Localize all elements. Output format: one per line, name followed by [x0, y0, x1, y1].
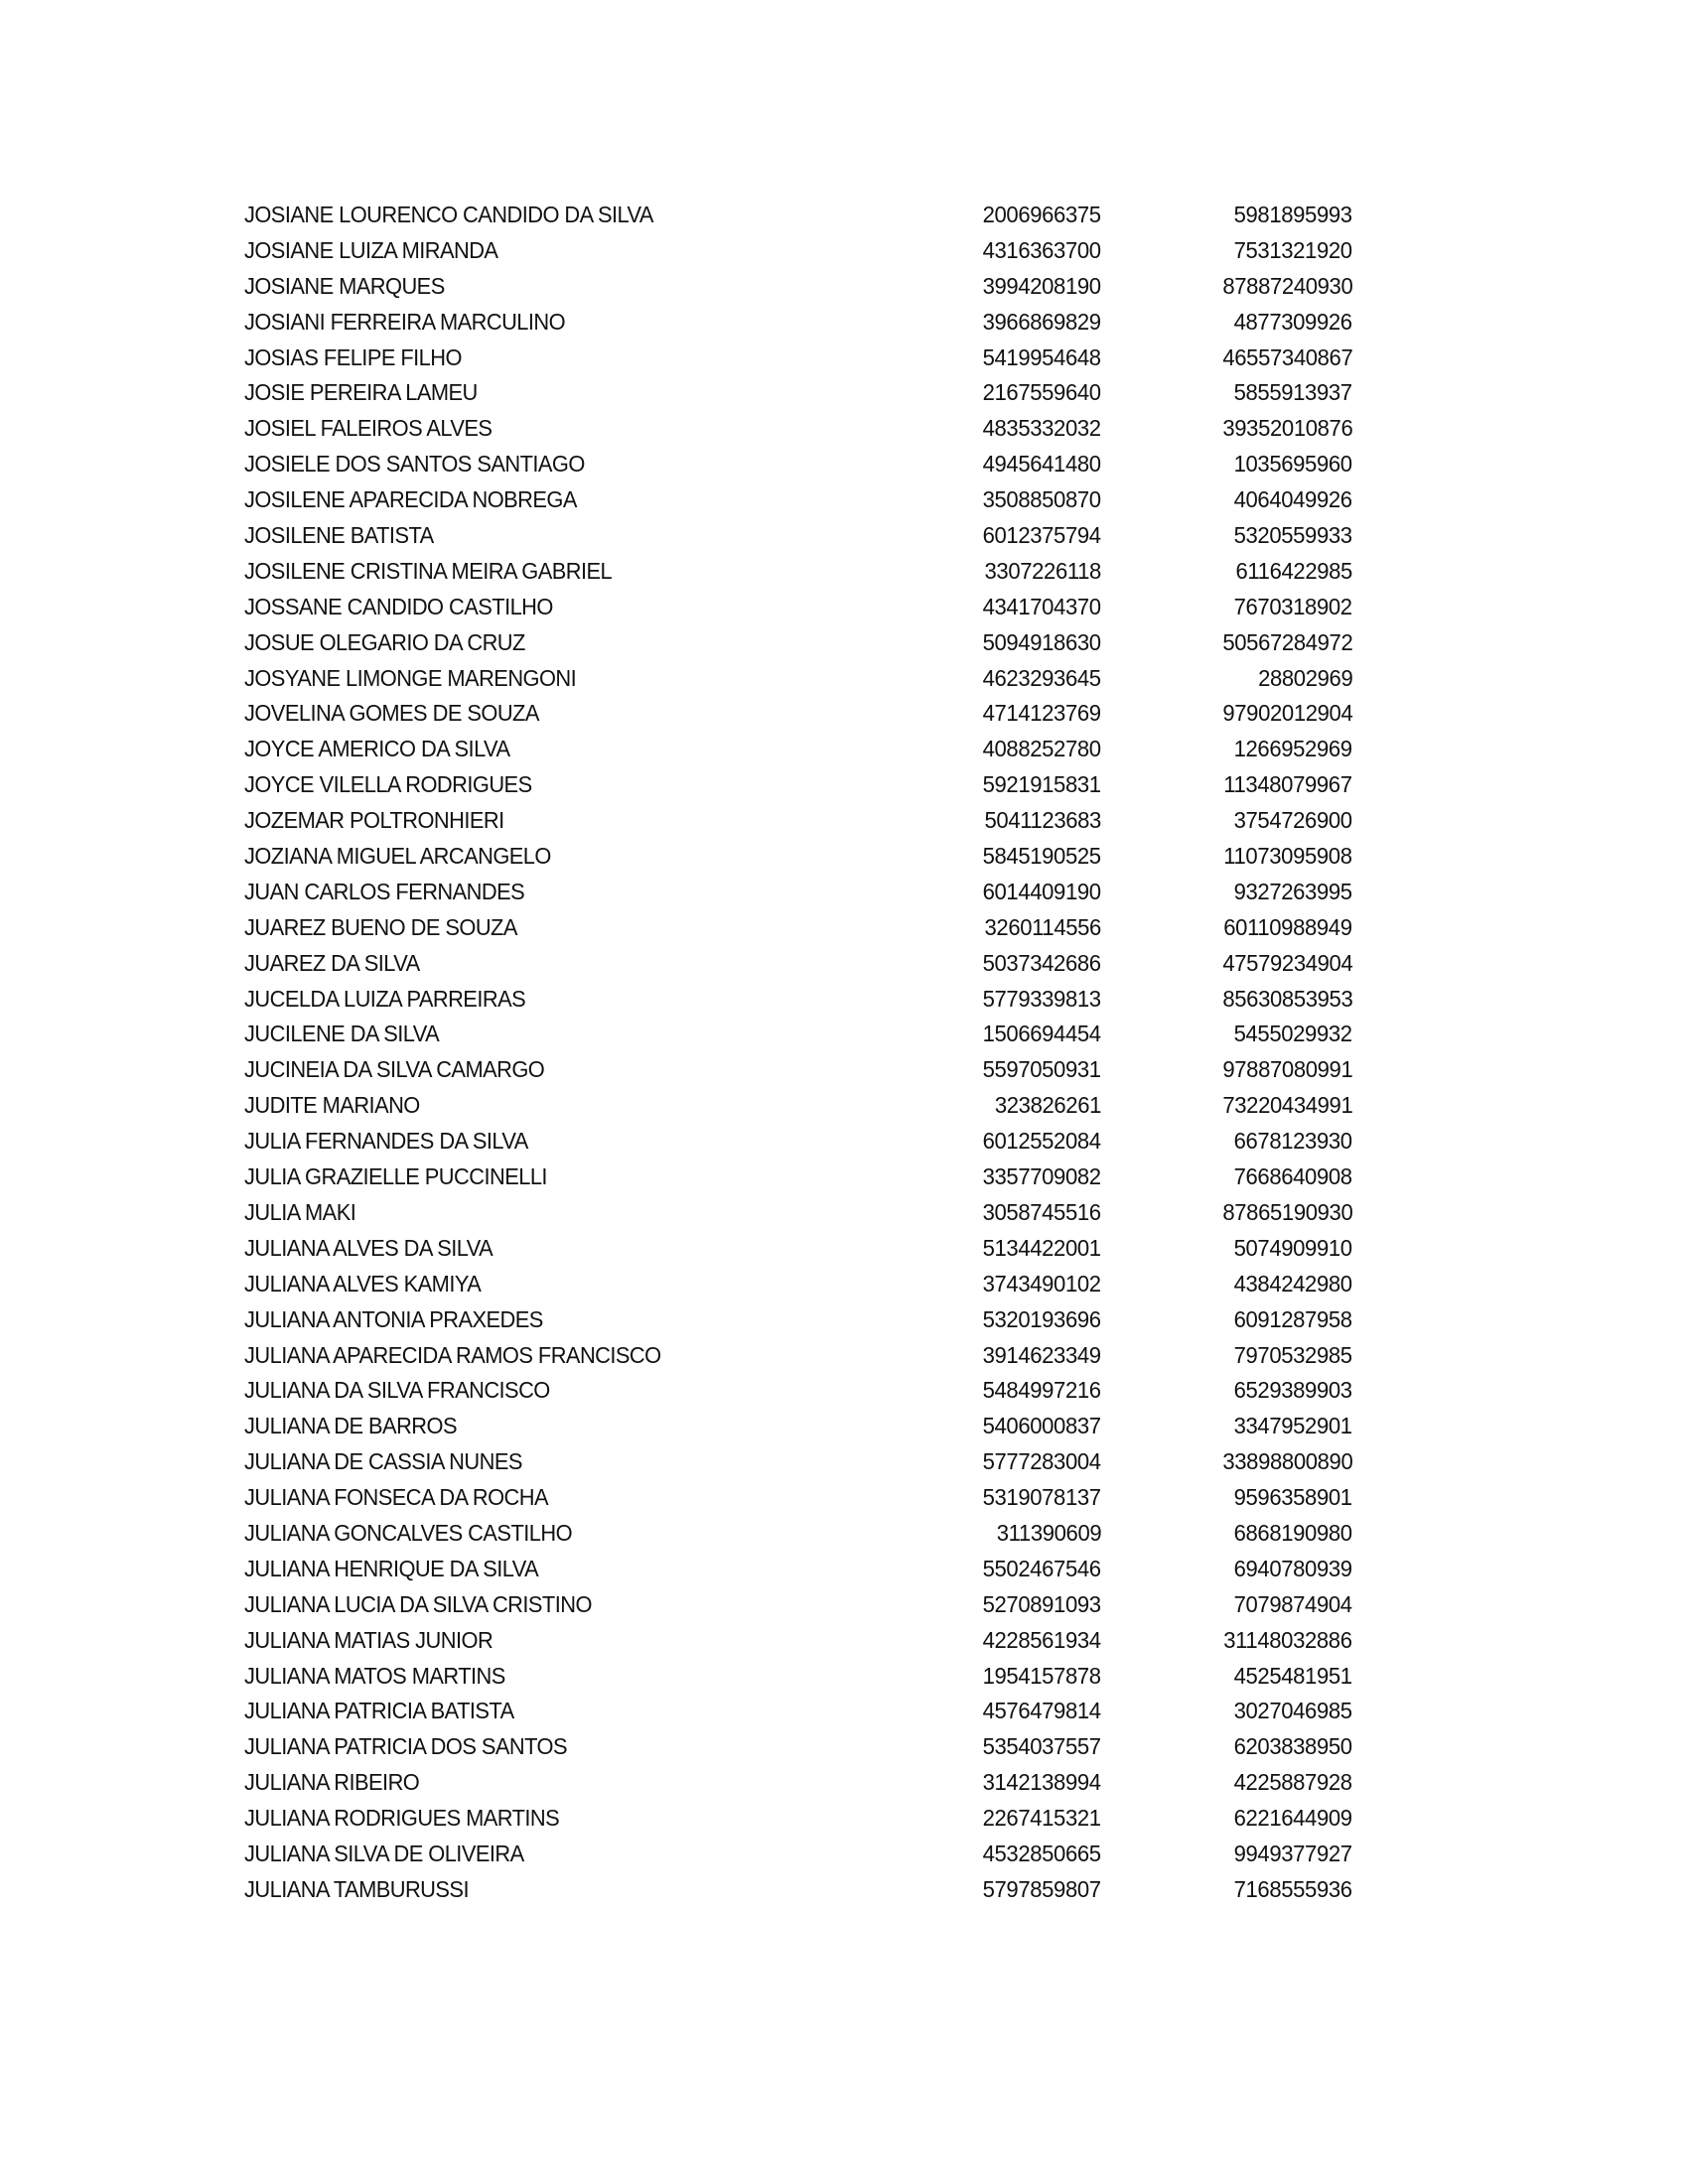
number-column-1: 2006966375 — [982, 202, 1101, 227]
number-column-2: 9596358901 — [1233, 1484, 1352, 1511]
number-column-2: 33898800890 — [1221, 1448, 1352, 1475]
table-row — [244, 625, 1352, 661]
number-column-1: 4341704370 — [982, 593, 1101, 619]
number-column-2: 6221644909 — [1233, 1805, 1352, 1832]
number-column-2: 97887080991 — [1221, 1056, 1352, 1083]
table-row — [244, 447, 1352, 482]
number-column-1: 311390609 — [996, 1519, 1101, 1546]
number-column-1: 6014409190 — [982, 878, 1101, 904]
number-column-1: 4228561934 — [982, 1626, 1101, 1653]
person-name: JULIANA MATOS MARTINS — [244, 1662, 505, 1689]
number-column-1: 3508850870 — [982, 486, 1101, 513]
person-name: JOSIANE MARQUES — [244, 272, 445, 299]
table-row — [244, 1195, 1352, 1231]
person-name: JOSILENE BATISTA — [244, 522, 434, 549]
table-row — [244, 198, 1352, 233]
number-column-1: 4623293645 — [982, 664, 1101, 691]
table-row — [244, 1338, 1352, 1374]
number-column-1: 4088252780 — [982, 736, 1101, 762]
number-column-1: 5406000837 — [982, 1413, 1101, 1439]
number-column-1: 5921915831 — [982, 771, 1101, 798]
number-column-2: 6203838950 — [1233, 1733, 1352, 1760]
person-name: JULIANA ALVES KAMIYA — [244, 1270, 482, 1297]
person-name: JUCILENE DA SILVA — [244, 1021, 440, 1047]
number-column-2: 6091287958 — [1233, 1305, 1352, 1332]
table-row — [244, 732, 1352, 767]
person-name: JOSIAS FELIPE FILHO — [244, 343, 462, 370]
table-row — [244, 1444, 1352, 1480]
person-name: JULIA FERNANDES DA SILVA — [244, 1128, 528, 1155]
number-column-2: 6678123930 — [1233, 1128, 1352, 1155]
number-column-1: 4945641480 — [982, 451, 1101, 478]
number-column-2: 3347952901 — [1233, 1413, 1352, 1439]
table-row — [244, 1659, 1352, 1695]
table-row — [244, 554, 1352, 590]
number-column-2: 60110988949 — [1223, 913, 1352, 940]
table-row — [244, 1231, 1352, 1267]
number-column-2: 7970532985 — [1233, 1341, 1352, 1368]
number-column-1: 4316363700 — [982, 236, 1101, 263]
number-column-2: 85630853953 — [1221, 985, 1352, 1012]
number-column-1: 3357709082 — [982, 1163, 1101, 1190]
person-name: JULIANA SILVA DE OLIVEIRA — [244, 1840, 524, 1866]
person-name: JOSIEL FALEIROS ALVES — [244, 415, 492, 442]
number-column-2: 7079874904 — [1233, 1590, 1352, 1617]
person-name: JULIANA DA SILVA FRANCISCO — [244, 1377, 550, 1404]
number-column-1: 3914623349 — [982, 1341, 1101, 1368]
number-column-1: 5037342686 — [982, 949, 1101, 976]
person-name: JOZEMAR POLTRONHIERI — [244, 807, 504, 834]
table-row — [244, 305, 1352, 341]
number-column-2: 5320559933 — [1233, 522, 1352, 549]
table-row — [244, 1480, 1352, 1516]
table-row — [244, 411, 1352, 447]
number-column-2: 5855913937 — [1233, 379, 1352, 406]
number-column-1: 3966869829 — [982, 308, 1101, 335]
number-column-2: 7531321920 — [1233, 236, 1352, 263]
number-column-1: 3743490102 — [982, 1270, 1101, 1297]
person-name: JOSILENE CRISTINA MEIRA GABRIEL — [244, 557, 613, 584]
number-column-2: 47579234904 — [1221, 949, 1352, 976]
table-row — [244, 1302, 1352, 1338]
person-name: JULIA GRAZIELLE PUCCINELLI — [244, 1163, 547, 1190]
name-number-table — [244, 198, 1352, 1908]
table-row — [244, 1516, 1352, 1552]
number-column-2: 4384242980 — [1233, 1270, 1352, 1297]
number-column-2: 87865190930 — [1221, 1198, 1352, 1225]
number-column-1: 2167559640 — [982, 379, 1101, 406]
person-name: JULIANA RIBEIRO — [244, 1769, 420, 1796]
number-column-2: 4064049926 — [1233, 486, 1352, 513]
number-column-2: 9949377927 — [1233, 1840, 1352, 1866]
table-row — [244, 1160, 1352, 1195]
table-row — [244, 269, 1352, 305]
person-name: JULIA MAKI — [244, 1198, 356, 1225]
number-column-2: 50567284972 — [1221, 628, 1352, 655]
number-column-1: 5779339813 — [982, 985, 1101, 1012]
table-row — [244, 1124, 1352, 1160]
number-column-2: 4225887928 — [1233, 1769, 1352, 1796]
table-row — [244, 1552, 1352, 1587]
person-name: JOSIANE LUIZA MIRANDA — [244, 236, 498, 263]
number-column-1: 4532850665 — [982, 1840, 1101, 1866]
number-column-1: 5419954648 — [982, 343, 1101, 370]
table-row — [244, 482, 1352, 518]
table-row — [244, 767, 1352, 803]
number-column-2: 39352010876 — [1221, 415, 1352, 442]
person-name: JULIANA GONCALVES CASTILHO — [244, 1519, 573, 1546]
table-row — [244, 1373, 1352, 1409]
person-name: JOSUE OLEGARIO DA CRUZ — [244, 628, 525, 655]
table-row — [244, 1052, 1352, 1088]
table-row — [244, 1694, 1352, 1729]
number-column-2: 4525481951 — [1233, 1662, 1352, 1689]
person-name: JOSIELE DOS SANTOS SANTIAGO — [244, 451, 585, 478]
number-column-1: 1506694454 — [982, 1021, 1101, 1047]
person-name: JULIANA APARECIDA RAMOS FRANCISCO — [244, 1341, 661, 1368]
number-column-1: 1954157878 — [982, 1662, 1101, 1689]
person-name: JULIANA DE CASSIA NUNES — [244, 1448, 522, 1475]
table-row — [244, 1872, 1352, 1908]
table-row — [244, 518, 1352, 554]
person-name: JOSIE PEREIRA LAMEU — [244, 379, 478, 406]
table-row — [244, 1409, 1352, 1444]
table-row — [244, 1267, 1352, 1302]
number-column-2: 6529389903 — [1233, 1377, 1352, 1404]
number-column-1: 5502467546 — [982, 1555, 1101, 1581]
number-column-1: 2267415321 — [982, 1805, 1101, 1832]
number-column-1: 4714123769 — [982, 700, 1101, 727]
number-column-1: 5484997216 — [982, 1377, 1101, 1404]
table-row — [244, 1088, 1352, 1124]
number-column-1: 5597050931 — [982, 1056, 1101, 1083]
person-name: JUAREZ DA SILVA — [244, 949, 420, 976]
table-row — [244, 341, 1352, 376]
table-row — [244, 661, 1352, 697]
number-column-2: 6940780939 — [1233, 1555, 1352, 1581]
table-row — [244, 1587, 1352, 1623]
table-row — [244, 875, 1352, 910]
number-column-1: 5134422001 — [982, 1234, 1101, 1261]
person-name: JULIANA MATIAS JUNIOR — [244, 1626, 493, 1653]
number-column-2: 11348079967 — [1223, 771, 1352, 798]
person-name: JUAN CARLOS FERNANDES — [244, 878, 525, 904]
person-name: JULIANA LUCIA DA SILVA CRISTINO — [244, 1590, 592, 1617]
person-name: JULIANA HENRIQUE DA SILVA — [244, 1555, 539, 1581]
person-name: JOVELINA GOMES DE SOUZA — [244, 700, 539, 727]
table-row — [244, 696, 1352, 732]
table-row — [244, 982, 1352, 1018]
table-row — [244, 590, 1352, 625]
number-column-1: 5320193696 — [982, 1305, 1101, 1332]
number-column-2: 3754726900 — [1233, 807, 1352, 834]
person-name: JOZIANA MIGUEL ARCANGELO — [244, 843, 551, 870]
table-row — [244, 375, 1352, 411]
person-name: JULIANA PATRICIA BATISTA — [244, 1698, 514, 1724]
table-row — [244, 1837, 1352, 1872]
number-column-1: 4835332032 — [982, 415, 1101, 442]
table-row — [244, 803, 1352, 839]
number-column-2: 11073095908 — [1223, 843, 1352, 870]
number-column-1: 323826261 — [994, 1092, 1101, 1119]
number-column-2: 9327263995 — [1233, 878, 1352, 904]
number-column-2: 3027046985 — [1233, 1698, 1352, 1724]
number-column-2: 7670318902 — [1233, 593, 1352, 619]
number-column-1: 3260114556 — [984, 913, 1101, 940]
number-column-2: 1035695960 — [1233, 451, 1352, 478]
number-column-2: 5981895993 — [1233, 202, 1352, 227]
table-row — [244, 1729, 1352, 1765]
number-column-1: 5797859807 — [982, 1875, 1101, 1902]
person-name: JOSYANE LIMONGE MARENGONI — [244, 664, 577, 691]
number-column-1: 4576479814 — [982, 1698, 1101, 1724]
number-column-2: 5455029932 — [1233, 1021, 1352, 1047]
person-name: JULIANA ANTONIA PRAXEDES — [244, 1305, 543, 1332]
number-column-1: 5094918630 — [982, 628, 1101, 655]
number-column-2: 7168555936 — [1233, 1875, 1352, 1902]
number-column-1: 5354037557 — [982, 1733, 1101, 1760]
number-column-1: 3058745516 — [982, 1198, 1101, 1225]
number-column-2: 4877309926 — [1233, 308, 1352, 335]
person-name: JOYCE AMERICO DA SILVA — [244, 736, 510, 762]
number-column-1: 5777283004 — [982, 1448, 1101, 1475]
number-column-2: 7668640908 — [1233, 1163, 1352, 1190]
person-name: JULIANA DE BARROS — [244, 1413, 457, 1439]
number-column-2: 6116422985 — [1235, 557, 1352, 584]
person-name: JOSILENE APARECIDA NOBREGA — [244, 486, 577, 513]
person-name: JOSSANE CANDIDO CASTILHO — [244, 593, 553, 619]
table-row — [244, 839, 1352, 875]
number-column-2: 97902012904 — [1221, 700, 1352, 727]
table-row — [244, 1623, 1352, 1659]
number-column-1: 3994208190 — [982, 272, 1101, 299]
table-row — [244, 946, 1352, 982]
table-row — [244, 1017, 1352, 1052]
person-name: JULIANA RODRIGUES MARTINS — [244, 1805, 560, 1832]
number-column-1: 5319078137 — [982, 1484, 1101, 1511]
person-name: JULIANA FONSECA DA ROCHA — [244, 1484, 549, 1511]
table-row — [244, 910, 1352, 946]
table-row — [244, 233, 1352, 269]
table-row — [244, 1765, 1352, 1801]
person-name: JUCINEIA DA SILVA CAMARGO — [244, 1056, 545, 1083]
number-column-2: 31148032886 — [1223, 1626, 1352, 1653]
number-column-1: 6012552084 — [982, 1128, 1101, 1155]
person-name: JOSIANE LOURENCO CANDIDO DA SILVA — [244, 202, 653, 227]
number-column-1: 3307226118 — [984, 557, 1101, 584]
number-column-1: 5270891093 — [982, 1590, 1101, 1617]
number-column-2: 1266952969 — [1233, 736, 1352, 762]
table-row — [244, 1801, 1352, 1837]
number-column-2: 87887240930 — [1221, 272, 1352, 299]
number-column-1: 5845190525 — [982, 843, 1101, 870]
number-column-1: 6012375794 — [982, 522, 1101, 549]
person-name: JULIANA TAMBURUSSI — [244, 1875, 469, 1902]
person-name: JUAREZ BUENO DE SOUZA — [244, 913, 517, 940]
person-name: JOYCE VILELLA RODRIGUES — [244, 771, 532, 798]
person-name: JUDITE MARIANO — [244, 1092, 420, 1119]
number-column-1: 5041123683 — [984, 807, 1101, 834]
number-column-2: 28802969 — [1257, 664, 1352, 691]
number-column-2: 6868190980 — [1233, 1519, 1352, 1546]
person-name: JULIANA ALVES DA SILVA — [244, 1234, 493, 1261]
number-column-1: 3142138994 — [982, 1769, 1101, 1796]
person-name: JUCELDA LUIZA PARREIRAS — [244, 985, 526, 1012]
number-column-2: 73220434991 — [1221, 1092, 1352, 1119]
number-column-2: 5074909910 — [1233, 1234, 1352, 1261]
person-name: JULIANA PATRICIA DOS SANTOS — [244, 1733, 567, 1760]
person-name: JOSIANI FERREIRA MARCULINO — [244, 308, 566, 335]
number-column-2: 46557340867 — [1221, 343, 1352, 370]
